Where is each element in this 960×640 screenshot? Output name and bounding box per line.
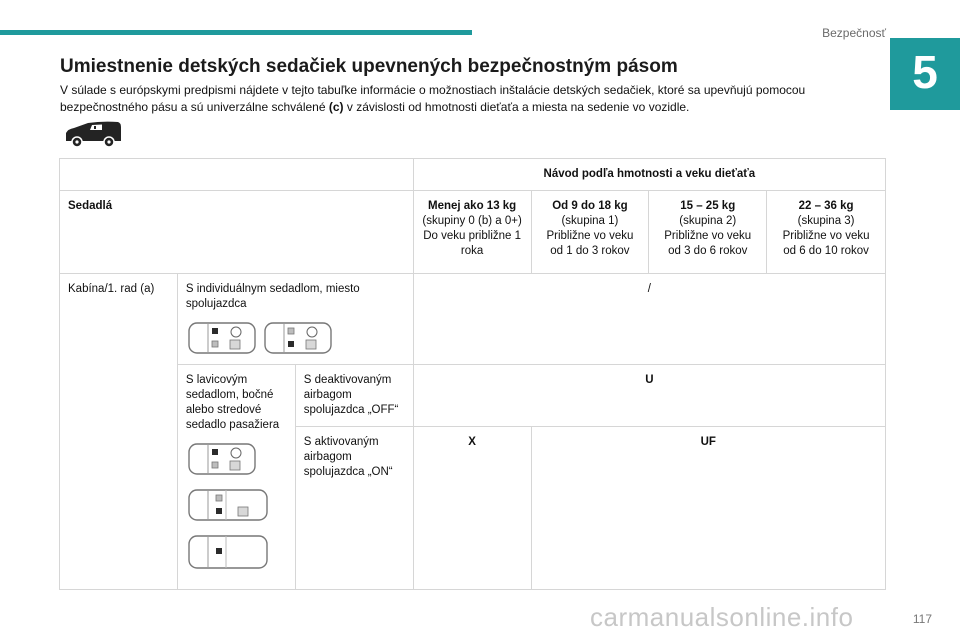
bench-seat-cell	[177, 365, 295, 590]
group-weight: 22 – 36 kg	[798, 200, 854, 212]
row-label: Kabína/1. rad (a)	[60, 274, 178, 590]
intro-text-end: v závislosti od hmotnosti dieťaťa a miesta na sedenie vo vozidle.	[343, 100, 690, 114]
group-header	[531, 191, 649, 274]
individual-seat-diagrams	[186, 320, 336, 356]
airbag-off-value: U	[413, 365, 885, 427]
bench-seat-diagrams	[186, 441, 274, 573]
seats-header: Sedadlá	[60, 191, 414, 274]
car-topview-diagram	[189, 490, 267, 520]
group-weight: 15 – 25 kg	[680, 200, 736, 212]
group-header	[649, 191, 767, 274]
section-name: Bezpečnosť	[822, 26, 886, 40]
group-age: Približne vo veku od 3 do 6 rokov	[664, 230, 752, 257]
page-title: Umiestnenie detských sedačiek upevnených bezpečnostným pásom	[60, 56, 678, 77]
group-name: (skupina 1)	[561, 215, 619, 227]
group-name: (skupina 3)	[797, 215, 855, 227]
group-weight: Od 9 do 18 kg	[552, 200, 628, 212]
car-topview-diagram	[189, 323, 255, 353]
watermark: carmanualsonline.info	[590, 602, 854, 632]
car-topview-diagram	[189, 444, 255, 474]
group-name: (skupina 2)	[679, 215, 737, 227]
individual-seat-cell	[177, 274, 413, 365]
group-weight: Menej ako 13 kg	[428, 200, 517, 212]
group-name: (skupiny 0 (b) a 0+)	[422, 215, 522, 227]
guide-header: Návod podľa hmotnosti a veku dieťaťa	[413, 159, 885, 191]
airbag-on-label: S aktivovaným airbagom spolujazdca „ON“	[295, 427, 413, 590]
section-accent-bar	[0, 30, 472, 35]
airbag-on-value-group0: X	[413, 427, 531, 590]
intro-approval-mark: (c)	[328, 100, 344, 114]
car-topview-diagram	[265, 323, 331, 353]
group-age: Do veku približne 1 roka	[423, 230, 522, 257]
group-age: Približne vo veku od 6 do 10 rokov	[782, 230, 870, 257]
group-age: Približne vo veku od 1 do 3 rokov	[546, 230, 634, 257]
airbag-off-label: S deaktivovaným airbagom spolujazdca „OFF“	[295, 365, 413, 427]
intro-text-start: V súlade s európskymi predpismi nájdete v tejto tabuľke informácie o možnostiach inštalácie detských sedačiek, ktoré sa upevňujú pomocou bezpečnostného pásu a sú univerzálne schválené	[60, 83, 806, 114]
van-icon	[64, 120, 122, 148]
car-topview-diagram	[189, 536, 267, 568]
chapter-number-tab: 5	[890, 38, 960, 110]
table-corner-cell	[60, 159, 414, 191]
bench-seat-label: S lavicovým sedadlom, bočné alebo stredové sedadlo pasažiera	[185, 374, 280, 431]
group-header	[767, 191, 886, 274]
airbag-on-value-groups: UF	[531, 427, 885, 590]
individual-seat-label: S individuálnym sedadlom, miesto spolujazdca	[185, 283, 360, 310]
individual-seat-value: /	[413, 274, 885, 365]
child-seat-table	[59, 158, 886, 590]
page-number: 117	[912, 612, 932, 626]
group-header	[413, 191, 531, 274]
intro-paragraph	[60, 82, 860, 116]
